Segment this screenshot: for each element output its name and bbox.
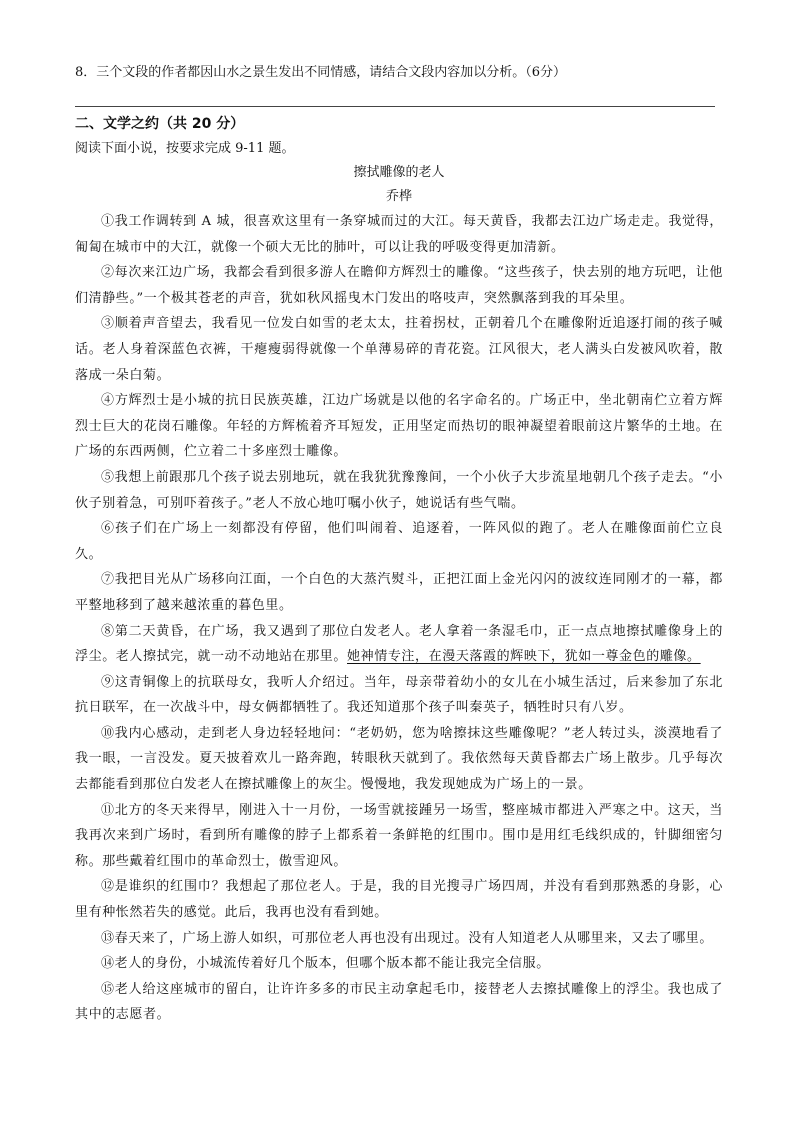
question-8: 8．三个文段的作者都因山水之景生发出不同情感，请结合文段内容加以分析。（6分） bbox=[75, 65, 567, 80]
story-paragraph: ⑩我内心感动，走到老人身边轻轻地问：“老奶奶，您为啥擦抹这些雕像呢？”老人转过头，淡漠地看了我一眼，一言没发。夏天披着欢儿一路奔跑，转眼秋天就到了。我依然每天黄昏都去广场上散步。几乎每次去都能看到那位白发老人在擦拭雕像上的灰尘。慢慢地，我发现她成为广场上的一景。 bbox=[75, 725, 723, 793]
reading-instruction: 阅读下面小说，按要求完成 9-11 题。 bbox=[75, 141, 295, 156]
story-title: 擦拭雕像的老人 bbox=[353, 165, 445, 180]
section-title: 二、文学之约（共 20 分） bbox=[75, 116, 245, 132]
story-paragraph: ⑮老人给这座城市的留白，让许许多多的市民主动拿起毛巾，接替老人去擦拭雕像上的浮尘。我也成了其中的志愿者。 bbox=[75, 981, 723, 1023]
story-paragraph: ⑦我把目光从广场移向江面，一个白色的大蒸汽熨斗，正把江面上金光闪闪的波纹连同刚才的一幕，都平整地移到了越来越浓重的暮色里。 bbox=[75, 572, 723, 613]
story-paragraph: ⑥孩子们在广场上一刻都没有停留，他们叫闹着、追逐着，一阵风似的跑了。老人在雕像面前伫立良久。 bbox=[75, 521, 723, 562]
para8-text: ⑧第二天黄昏，在广场，我又遇到了那位白发老人。老人拿着一条湿毛巾，正一点点地擦拭雕像身上的浮尘。老人擦拭完，就一动不动地站在那里。 bbox=[75, 623, 723, 665]
underlined-sentence: 她神情专注，在漫天落霞的辉映下，犹如一尊金色的雕像。 bbox=[347, 649, 701, 665]
story-paragraph: ④方辉烈士是小城的抗日民族英雄，江边广场就是以他的名字命名的。广场正中，坐北朝南伫立着方辉烈士巨大的花岗石雕像。年轻的方辉梳着齐耳短发，正用坚定而热切的眼神凝望着眼前这片繁华的土地。在广场的东西两侧，伫立着二十多座烈士雕像。 bbox=[75, 393, 723, 460]
story-paragraph: ⑪北方的冬天来得早，刚进入十一月份，一场雪就接踵另一场雪，整座城市都进入严寒之中。这天，当我再次来到广场时，看到所有雕像的脖子上都系着一条鲜艳的红围巾。围巾是用红毛线织成的，针脚细密匀称。那些戴着红围巾的革命烈士，傲雪迎风。 bbox=[75, 802, 723, 869]
story-paragraph: ③顺着声音望去，我看见一位发白如雪的老太太，拄着拐杖，正朝着几个在雕像附近追逐打闹的孩子喊话。老人身着深蓝色衣裤，干瘪瘦弱得就像一个单薄易碎的青花瓷。江风很大，老人满头白发被风吹着，散落成一朵白菊。 bbox=[75, 316, 723, 383]
story-paragraph: ⑭老人的身份，小城流传着好几个版本，但哪个版本都不能让我完全信服。 bbox=[101, 956, 550, 972]
story-paragraph: ⑨这青铜像上的抗联母女，我听人介绍过。当年，母亲带着幼小的女儿在小城生活过，后来参加了东北抗日联军，在一次战斗中，母女俩都牺牲了。我还知道那个孩子叫秦英子，牺牲时只有八岁。 bbox=[75, 674, 723, 716]
exam-page bbox=[75, 60, 723, 1028]
story-paragraph: ⑬春天来了，广场上游人如织，可那位老人再也没有出现过。没有人知道老人从哪里来，又去了哪里。 bbox=[101, 930, 714, 946]
story-author: 乔桦 bbox=[385, 189, 412, 204]
story-paragraph: ②每次来江边广场，我都会看到很多游人在瞻仰方辉烈士的雕像。“这些孩子，快去别的地方玩吧，让他们清静些。”一个极其苍老的声音，犹如秋风摇曳木门发出的咯吱声，突然飘落到我的耳朵里。 bbox=[75, 265, 723, 306]
story-paragraph: ①我工作调转到 A 城，很喜欢这里有一条穿城而过的大江。每天黄昏，我都去江边广场走走。我觉得，匍匐在城市中的大江，就像一个硕大无比的肺叶，可以让我的呼吸变得更加清新。 bbox=[75, 214, 723, 255]
story-paragraph-8 bbox=[75, 619, 723, 670]
story-paragraph: ⑤我想上前跟那几个孩子说去别地玩，就在我犹犹豫豫间，一个小伙子大步流星地朝几个孩子走去。“小伙子别着急，可别吓着孩子。”老人不放心地叮嘱小伙子，她说话有些气喘。 bbox=[75, 469, 723, 511]
answer-line[interactable] bbox=[75, 86, 715, 107]
story-paragraph: ⑫是谁织的红围巾？我想起了那位老人。于是，我的目光搜寻广场四周，并没有看到那熟悉的身影，心里有种怅然若失的感觉。此后，我再也没有看到她。 bbox=[75, 879, 723, 921]
